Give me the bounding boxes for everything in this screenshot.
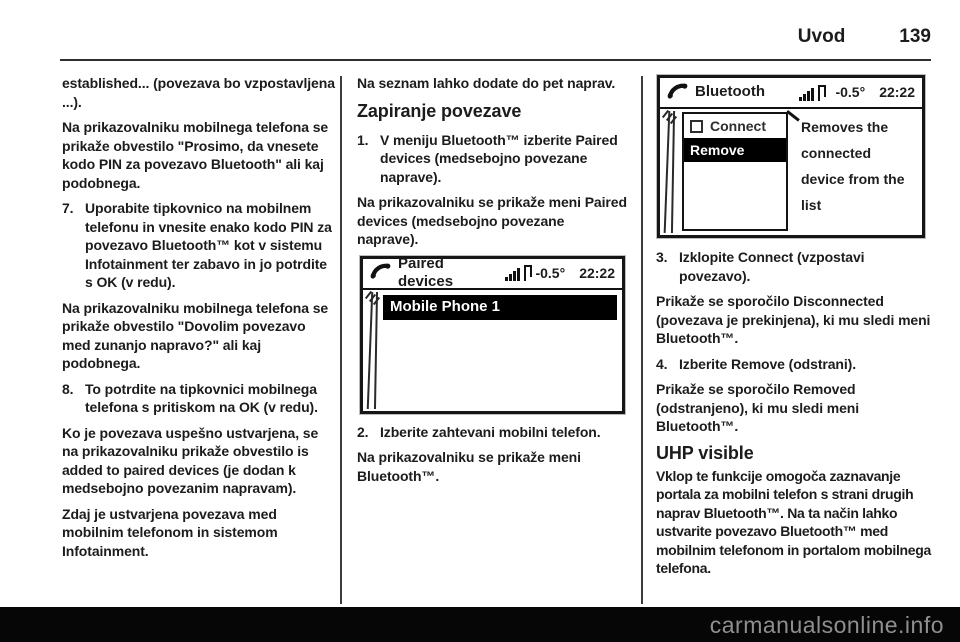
text-column-2	[357, 74, 629, 492]
screen-title: Bluetooth	[695, 83, 765, 101]
list-text: To potrdite na tipkovnici mobilnega telefona s pritiskom na OK (v redu).	[85, 380, 318, 415]
temperature-readout: -0.5°	[535, 264, 566, 281]
column-divider	[641, 76, 643, 604]
list-text: Izberite Remove (odstrani).	[679, 355, 857, 372]
paragraph: Na prikazovalniku se prikaže meni Bluetooth™.	[357, 449, 581, 484]
paragraph: Na prikazovalniku se prikaže meni Paired devices (medsebojno povezane naprave).	[357, 194, 627, 247]
list-text: Uporabite tipkovnico na mobilnem telefonu in vnesite enako kodo PIN za povezavo Bluetooth™ kot v sistemu Infotainment ter zabavo in jo potrdite s OK (v redu).	[85, 200, 332, 290]
running-head	[60, 26, 931, 48]
list-item-7	[62, 199, 336, 292]
phone-handset-icon	[667, 82, 688, 104]
paragraph: Zdaj je ustvarjena povezava med mobilnim telefonom in sistemom Infotainment.	[62, 505, 278, 559]
list-text: Izberite zahtevani mobilni telefon.	[380, 423, 601, 440]
bluetooth-menu-panel	[682, 112, 788, 231]
spine-line-decoration	[374, 291, 378, 408]
paragraph: Vklop te funkcije omogoča zaznavanje portala za mobilni telefon s strani drugih naprav Bluetooth™. Na ta način lahko ustvarite povezavo Bluetooth™ med mobilnim telefonom in portalom mobilnega telefona.	[656, 467, 932, 576]
list-item-4	[656, 355, 932, 374]
bluetooth-menu-screen-figure	[657, 75, 925, 238]
list-number: 1.	[357, 131, 369, 148]
page-number: 139	[899, 26, 931, 47]
signal-strength-icon	[505, 265, 535, 281]
screen-title: Paired devices	[398, 254, 454, 290]
spine-line-decoration	[671, 111, 675, 233]
list-text: V meniju Bluetooth™ izberite Paired devices (medsebojno povezane naprave).	[380, 131, 618, 185]
paragraph: Prikaže se sporočilo Removed (odstranjeno), ki mu sledi meni Bluetooth™.	[656, 381, 860, 434]
list-number: 4.	[656, 355, 668, 372]
list-text: Izklopite Connect (vzpostavi povezavo).	[679, 249, 865, 284]
watermark-text: carmanualsonline.info	[709, 612, 944, 638]
temperature-readout: -0.5°	[835, 84, 866, 101]
menu-item-connect	[684, 114, 786, 138]
section-heading-uhp: UHP visible	[656, 442, 754, 463]
screen-body	[363, 290, 622, 411]
spine-line-decoration	[664, 111, 671, 233]
paired-devices-screen-figure	[360, 256, 625, 414]
bottom-scan-bar	[0, 607, 960, 642]
paragraph: Na seznam lahko dodate do pet naprav.	[357, 75, 616, 91]
list-number: 7.	[62, 200, 74, 216]
column-divider	[340, 76, 342, 604]
paragraph: Na prikazovalniku mobilnega telefona se prikaže obvestilo "Dovolim povezavo med zunanjo napravo?" ali kaj podobnega.	[62, 299, 329, 371]
menu-fold-decoration	[786, 110, 799, 121]
menu-item-remove-selected: Remove	[684, 138, 786, 162]
paragraph: Na prikazovalniku mobilnega telefona se prikaže obvestilo "Prosimo, da vnesete kodo PIN za povezavo Bluetooth" ali kaj podobnega.	[62, 119, 329, 191]
screen-status-bar	[660, 78, 922, 109]
clock-readout: 22:22	[879, 84, 915, 101]
list-number: 3.	[656, 249, 668, 265]
paragraph: Prikaže se sporočilo Disconnected (povezava je prekinjena), ki mu sledi meni Bluetooth™.	[656, 293, 931, 346]
screen-body	[660, 109, 922, 235]
clock-readout: 22:22	[579, 264, 615, 281]
list-item-2	[357, 423, 629, 442]
list-item-3	[656, 248, 932, 285]
spine-line-decoration	[367, 292, 373, 409]
paired-device-list-item-selected: Mobile Phone 1	[383, 295, 617, 320]
list-item-1	[357, 131, 629, 187]
header-rule	[60, 59, 931, 61]
section-title: Uvod	[797, 26, 846, 47]
list-item-8	[62, 380, 336, 417]
paragraph: Ko je povezava uspešno ustvarjena, se na prikazovalniku prikaže obvestilo is added to paired devices (je dodan k medsebojno povezanim napravam).	[62, 424, 319, 496]
checkbox-unchecked-icon	[690, 120, 703, 133]
menu-item-label: Connect	[710, 117, 766, 134]
menu-item-description: Removes the connected device from the list	[801, 119, 905, 213]
list-number: 8.	[62, 380, 74, 397]
text-column-1	[62, 74, 336, 567]
screen-status-bar	[363, 254, 622, 290]
signal-strength-icon	[799, 85, 829, 101]
phone-handset-icon	[370, 262, 391, 284]
paragraph: established... (povezava bo vzpostavljena ...).	[62, 75, 335, 110]
section-heading: Zapiranje povezave	[357, 100, 522, 121]
text-column-3	[656, 74, 932, 585]
list-number: 2.	[357, 423, 369, 440]
